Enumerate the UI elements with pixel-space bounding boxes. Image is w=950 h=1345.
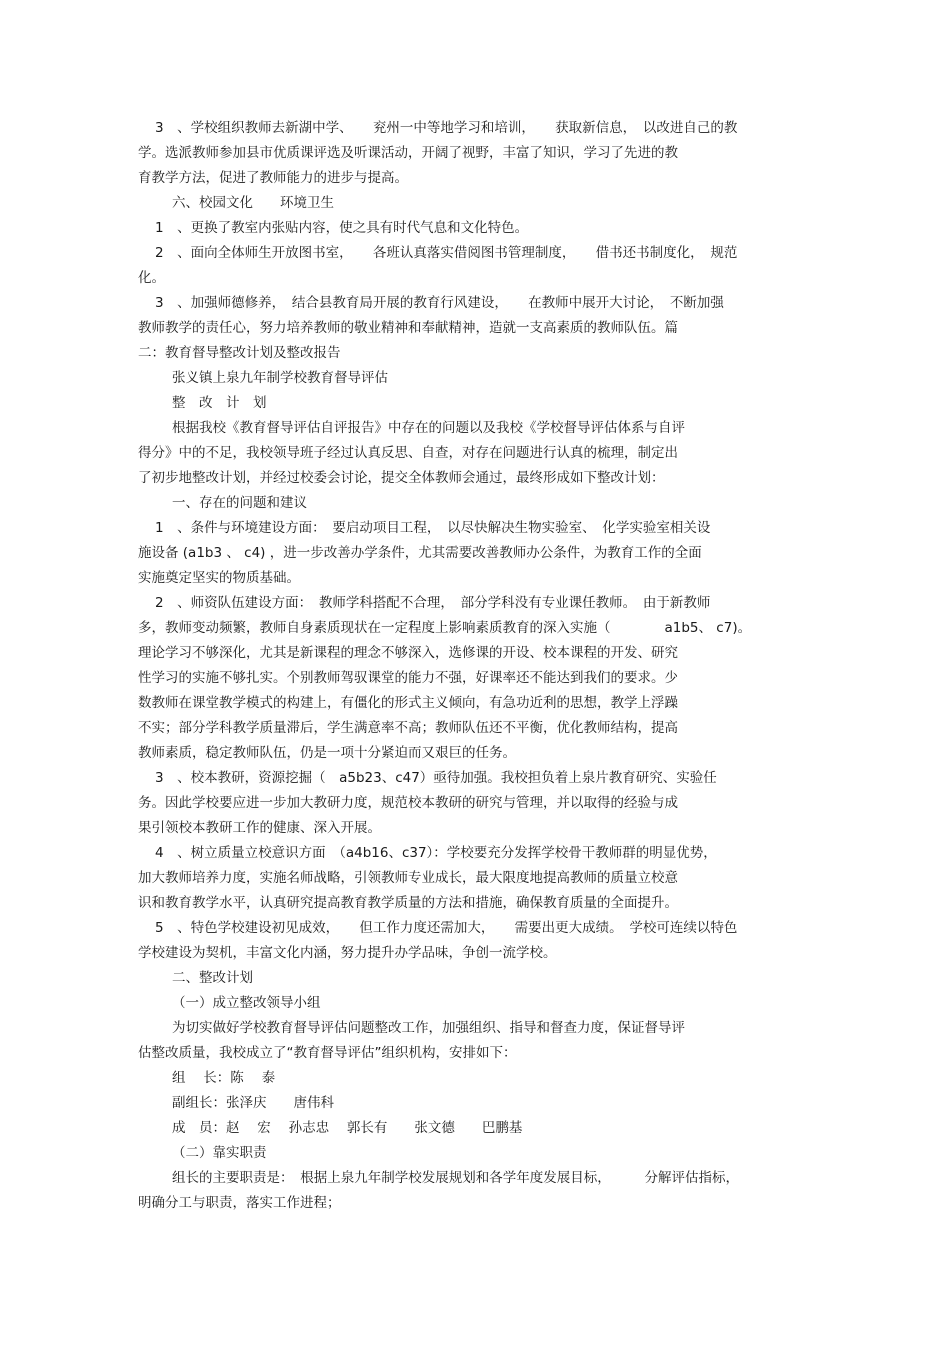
paragraph-line: 不实；部分学科教学质量滞后，学生满意率不高；教师队伍还不平衡，优化教师结构，提高 (138, 720, 678, 736)
document-subtitle: 张义镇上泉九年制学校教育督导评估 (172, 370, 388, 386)
paragraph-line: 教师教学的责任心，努力培养教师的敬业精神和奉献精神，造就一支高素质的教师队伍。篇 (138, 320, 678, 336)
document-title: 整 改 计 划 (172, 395, 267, 411)
paragraph-line: 理论学习不够深化，尤其是新课程的理念不够深入，选修课的开设、校本课程的开发、研究 (138, 645, 678, 661)
paragraph-line: 3 、学校组织教师去新湖中学、 兖州一中等地学习和培训， 获取新信息， 以改进自己的教 (155, 120, 738, 136)
team-members-line: 成 员：赵 宏 孙志忠 郭长有 张文德 巴鹏基 (172, 1120, 523, 1136)
paragraph-line: 明确分工与职责，落实工作进程； (138, 1195, 341, 1211)
paragraph-line: 化。 (138, 270, 165, 286)
paragraph-line: 3 、校本教研，资源挖掘（ a5b23、c47）亟待加强。我校担负着上泉片教育研究、实验任 (155, 770, 717, 786)
section-heading: 六、校园文化 环境卫生 (172, 195, 334, 211)
paragraph-line: 估整改质量，我校成立了“教育督导评估”组织机构，安排如下： (138, 1045, 517, 1061)
paragraph-line: 育教学方法，促进了教师能力的进步与提高。 (138, 170, 408, 186)
paragraph-line: 数教师在课堂教学模式的构建上，有僵化的形式主义倾向，有急功近利的思想，教学上浮躁 (138, 695, 678, 711)
paragraph-line: 根据我校《教育督导评估自评报告》中存在的问题以及我校《学校督导评估体系与自评 (172, 420, 685, 436)
paragraph-line: 施设备 (a1b3 、 c4) ，进一步改善办学条件，尤其需要改善教师办公条件，为教育工作的全面 (138, 545, 702, 561)
paragraph-line: 为切实做好学校教育督导评估问题整改工作，加强组织、指导和督查力度，保证督导评 (172, 1020, 685, 1036)
section-heading: 一、存在的问题和建议 (172, 495, 307, 511)
section-heading: 二、整改计划 (172, 970, 253, 986)
paragraph-line: 学。选派教师参加县市优质课评选及听课活动，开阔了视野，丰富了知识，学习了先进的教 (138, 145, 678, 161)
paragraph-line: 学校建设为契机，丰富文化内涵，努力提升办学品味，争创一流学校。 (138, 945, 557, 961)
paragraph-line: 实施奠定坚实的物质基础。 (138, 570, 300, 586)
paragraph-line: 2 、面向全体师生开放图书室， 各班认真落实借阅图书管理制度， 借书还书制度化， 规范 (155, 245, 738, 261)
paragraph-line: 教师素质，稳定教师队伍，仍是一项十分紧迫而又艰巨的任务。 (138, 745, 516, 761)
paragraph-line: 识和教育教学水平，认真研究提高教育教学质量的方法和措施，确保教育质量的全面提升。 (138, 895, 678, 911)
paragraph-line: 组长的主要职责是： 根据上泉九年制学校发展规划和各学年度发展目标， 分解评估指标， (172, 1170, 739, 1186)
paragraph-line: 3 、加强师德修养， 结合县教育局开展的教育行风建设， 在教师中展开大讨论， 不断加强 (155, 295, 724, 311)
subsection-heading: （二）靠实职责 (172, 1145, 267, 1161)
paragraph-line: 了初步地整改计划，并经过校委会讨论，提交全体教师会通过，最终形成如下整改计划： (138, 470, 665, 486)
paragraph-line: 性学习的实施不够扎实。个别教师驾驭课堂的能力不强，好课率还不能达到我们的要求。少 (138, 670, 678, 686)
team-leader-line: 组 长：陈 泰 (172, 1070, 276, 1086)
team-deputy-line: 副组长：张泽庆 唐伟科 (172, 1095, 334, 1111)
paragraph-line: 果引领校本教研工作的健康、深入开展。 (138, 820, 381, 836)
paragraph-line: 4 、树立质量立校意识方面 （a4b16、c37）：学校要充分发挥学校骨干教师群的明显优势， (155, 845, 717, 861)
paragraph-line: 得分》中的不足，我校领导班子经过认真反思、自查，对存在问题进行认真的梳理，制定出 (138, 445, 678, 461)
paragraph-line: 务。因此学校要应进一步加大教研力度，规范校本教研的研究与管理，并以取得的经验与成 (138, 795, 678, 811)
paragraph-line: 加大教师培养力度，实施名师战略，引领教师专业成长，最大限度地提高教师的质量立校意 (138, 870, 678, 886)
paragraph-line: 1 、条件与环境建设方面： 要启动项目工程， 以尽快解决生物实验室、 化学实验室相关设 (155, 520, 711, 536)
paragraph-line: 5 、特色学校建设初见成效， 但工作力度还需加大， 需要出更大成绩。 学校可连续以特色 (155, 920, 738, 936)
paragraph-line: 2 、师资队伍建设方面： 教师学科搭配不合理， 部分学科没有专业课任教师。 由于新教师 (155, 595, 711, 611)
paragraph-line: 多，教师变动频繁，教师自身素质现状在一定程度上影响素质教育的深入实施（ a1b5、 c7)。 (138, 620, 752, 636)
paragraph-line: 二：教育督导整改计划及整改报告 (138, 345, 341, 361)
subsection-heading: （一）成立整改领导小组 (172, 995, 321, 1011)
paragraph-line: 1 、更换了教室内张贴内容，使之具有时代气息和文化特色。 (155, 220, 529, 236)
